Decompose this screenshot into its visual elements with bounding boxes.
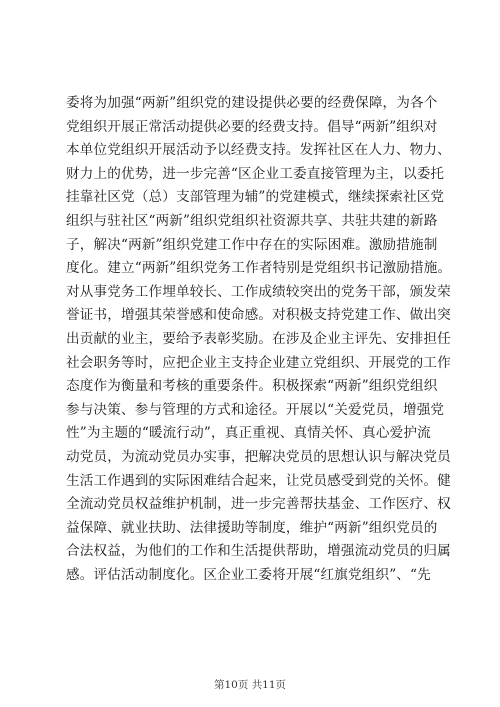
text-line: 本单位党组织开展活动予以经费支持。发挥社区在人力、物力、 (66, 142, 451, 159)
text-line: 对从事党务工作埋单较长、工作成绩较突出的党务干部，颁发荣 (66, 283, 451, 300)
text-line: 动党员，为流动党员办实事，把解决党员的思想认识与解决党员 (66, 448, 451, 465)
text-line: 委将为加强“两新”组织党的建设提供必要的经费保障，为各个 (66, 95, 438, 111)
text-line: 态度作为衡量和考核的重要条件。积极探索“两新”组织党组织 (66, 378, 438, 395)
text-line: 合法权益，为他们的工作和生活提供帮助，增强流动党员的归属 (66, 543, 451, 560)
page-footer: 第10页 共11页 (213, 679, 287, 691)
text-line: 全流动党员权益维护机制，进一步完善帮扶基金、工作医疗、权 (66, 496, 451, 513)
body-text (66, 92, 466, 587)
text-line: 挂靠社区党（总）支部管理为辅”的党建模式，继续探索社区党 (66, 189, 445, 206)
text-line: 性”为主题的“暖流行动”，真正重视、真情关怀、真心爱护流 (66, 425, 431, 442)
text-line: 感。评估活动制度化。区企业工委将开展“红旗党组织”、“先 (66, 566, 431, 583)
text-line: 生活工作遇到的实际困难结合起来，让党员感受到党的关怀。健 (66, 472, 451, 489)
text-line: 出贡献的业主，要给予表彰奖励。在涉及企业主评先、安排担任 (66, 330, 451, 347)
text-line: 度化。建立“两新”组织党务工作者特别是党组织书记激励措施。 (66, 260, 452, 277)
text-line: 益保障、就业扶助、法律援助等制度，维护“两新”组织党员的 (66, 519, 438, 536)
text-line: 财力上的优势，进一步完善“区企业工委直接管理为主，以委托 (66, 165, 445, 182)
text-line: 参与决策、参与管理的方式和途径。开展以“关爱党员，增强党 (66, 401, 445, 418)
text-line: 党组织开展正常活动提供必要的经费支持。倡导“两新”组织对 (66, 118, 438, 135)
text-line: 誉证书，增强其荣誉感和使命感。对积极支持党建工作、做出突 (66, 307, 451, 324)
text-line: 组织与驻社区“两新”组织党组织社资源共享、共驻共建的新路 (66, 212, 438, 229)
text-line: 子，解决“两新”组织党建工作中存在的实际困难。激励措施制 (66, 236, 438, 253)
text-line: 社会职务等时，应把企业主支持企业建立党组织、开展党的工作 (66, 354, 451, 371)
